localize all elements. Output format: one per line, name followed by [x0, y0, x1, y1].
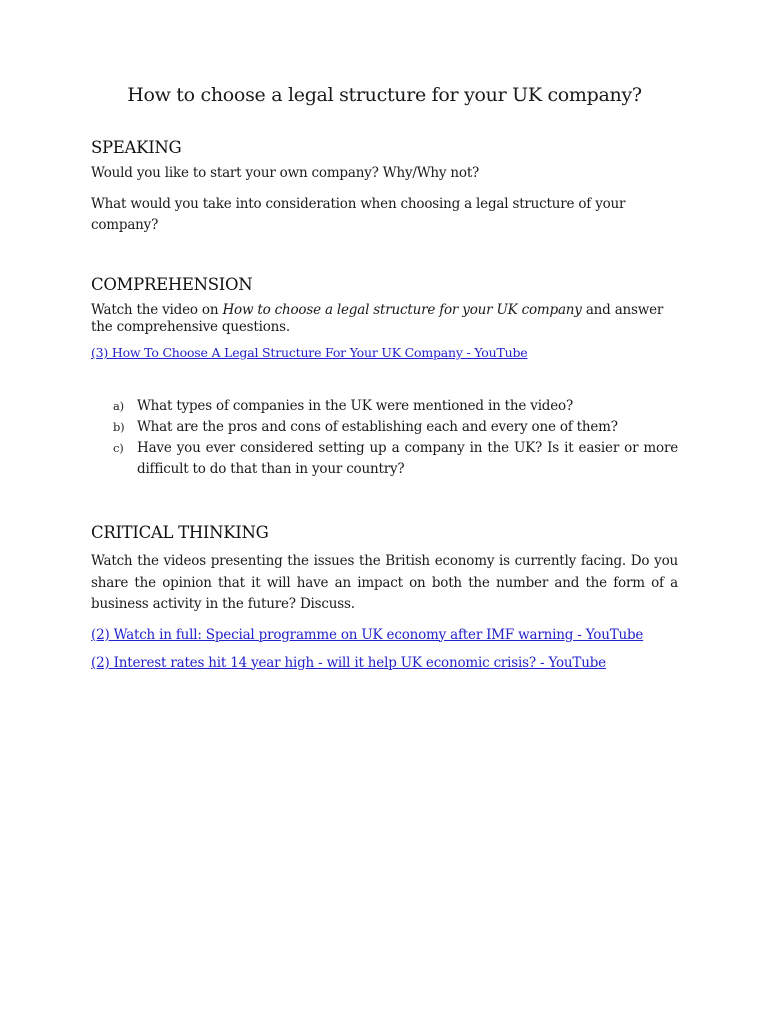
critical-thinking-section — [91, 522, 678, 673]
list-item-text: What types of companies in the UK were mentioned in the video? — [137, 398, 574, 414]
comprehension-question-list — [91, 396, 678, 480]
imf-warning-video-link[interactable]: (2) Watch in full: Special programme on UK economy after IMF warning - YouTube — [91, 626, 644, 643]
list-item-text: Have you ever considered setting up a company in the UK? Is it easier or more difficult to do that than in your country? — [137, 440, 678, 477]
comprehension-intro-after: and answer the comprehensive questions. — [91, 302, 664, 335]
list-item — [91, 438, 678, 480]
list-item-text: What are the pros and cons of establishing each and every one of them? — [137, 419, 618, 435]
comprehension-intro-video-title: How to choose a legal structure for your UK company — [222, 302, 582, 318]
comprehension-section — [91, 274, 678, 480]
critical-thinking-body: Watch the videos presenting the issues the British economy is currently facing. Do you share the opinion that it will have an impact on both the number and the form of a business activity in the future? Discuss. — [91, 553, 678, 612]
comprehension-intro — [91, 302, 678, 336]
comprehension-heading: COMPREHENSION — [91, 275, 253, 294]
critical-thinking-heading: CRITICAL THINKING — [91, 523, 269, 542]
speaking-question-1: Would you like to start your own company? Why/Why not? — [91, 165, 480, 181]
list-marker: a) — [113, 399, 124, 413]
list-item — [91, 417, 678, 438]
speaking-heading: SPEAKING — [91, 138, 182, 157]
speaking-section — [91, 137, 678, 236]
list-marker: b) — [113, 420, 125, 434]
speaking-question-2: What would you take into consideration when choosing a legal structure of your company? — [91, 196, 626, 233]
page-title: How to choose a legal structure for your UK company? — [127, 84, 642, 106]
comprehension-video-link[interactable]: (3) How To Choose A Legal Structure For Your UK Company - YouTube — [91, 345, 528, 360]
comprehension-intro-before: Watch the video on — [91, 302, 223, 318]
list-marker: c) — [113, 441, 124, 455]
list-item — [91, 396, 678, 417]
interest-rates-video-link[interactable]: (2) Interest rates hit 14 year high - will it help UK economic crisis? - YouTube — [91, 654, 606, 671]
